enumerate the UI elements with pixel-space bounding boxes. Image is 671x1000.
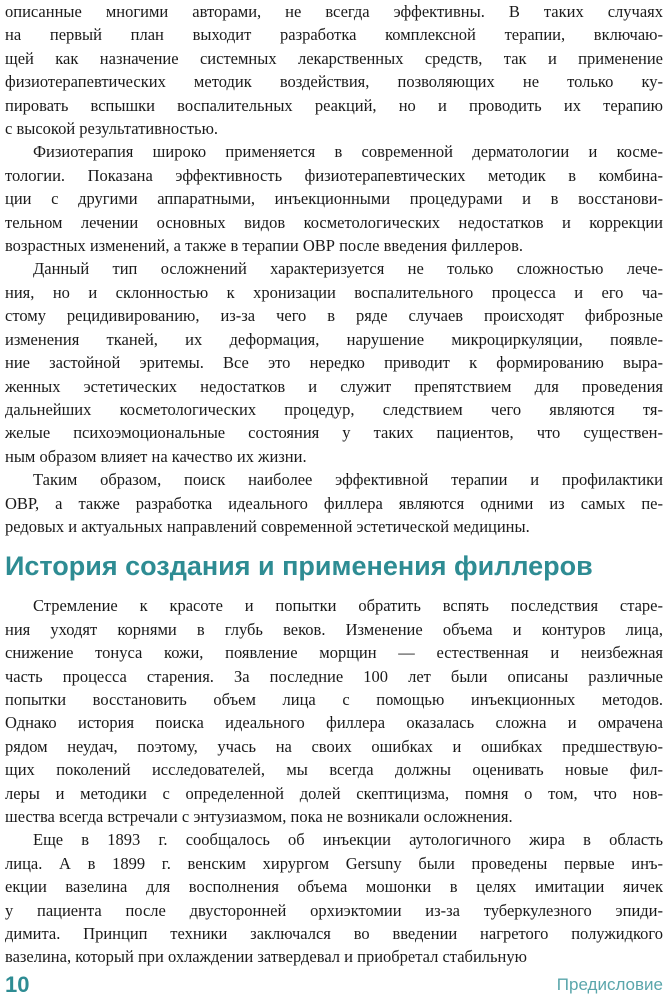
text-line: попытки восстановить объем лица с помощью инъекционных методов. [5,689,663,709]
paragraph [5,257,663,468]
paragraph [5,828,663,968]
text-line: Данный тип осложнений характеризуется не только сложностью лече- [33,259,663,279]
text-line: шества всегда встречали с энтузиазмом, пока не возникали осложнения. [5,807,513,826]
text-line: ОВР, а также разработка идеального филлера являются одними из самых пе- [5,493,663,513]
page-footer [5,972,663,1000]
paragraph [5,140,663,257]
text-line: лица. А в 1899 г. венским хирургом Gersuny были проведены первые инъ- [5,853,663,873]
text-line: физиотерапевтических методик воздействия, позволяющих не только ку- [5,72,663,92]
text-line: у пациента после двусторонней орхиэктомии из-за туберкулезного эпиди- [5,900,663,920]
text-line: ным образом влияет на качество их жизни. [5,446,307,466]
text-line: вазелина, который при охлаждении затвердевал и приобретал стабильную [5,947,527,967]
text-line: редовых и актуальных направлений современной эстетической медицины. [5,516,530,536]
text-line: димита. Принцип техники заключался во введении нагретого полужидкого [5,924,663,944]
text-line: на первый план выходит разработка комплексной терапии, включаю- [5,25,663,45]
text-line: леры и методики с определенной долей скептицизма, помня о том, что нов- [5,783,663,803]
history-section [5,594,663,969]
text-line: екции вазелина для восполнения объема мошонки в целях имитации яичек [5,877,663,897]
text-line: Еще в 1893 г. сообщалось об инъекции аутологичного жира в область [33,830,663,850]
text-line: рядом неудач, поэтому, учась на своих ошибках и ошибках предшествую- [5,736,663,756]
text-line: описанные многими авторами, не всегда эффективны. В таких случаях [5,2,663,21]
running-title: Предисловие [556,975,663,994]
text-line: женных эстетических недостатков и служит препятствием для проведения [5,376,663,396]
document-page [5,0,663,1000]
text-line: ции с другими аппаратными, инъекционными процедурами и в восстанови- [5,189,663,209]
text-line: возрастных изменений, а также в терапии ОВР после введения филлеров. [5,236,524,256]
intro-section [5,0,663,538]
page-number: 10 [5,972,30,997]
text-line: желые психоэмоциональные состояния у таких пациентов, что существен- [5,423,663,443]
text-line: тологии. Показана эффективность физиотерапевтических методик в комбина- [5,165,663,185]
text-line: Однако история поиска идеального филлера оказалась сложна и омрачена [5,713,663,733]
text-line: стому рецидивированию, из-за чего в ряде случаев происходят фиброзные [5,306,663,326]
text-line: ния, но и склонностью к хронизации воспалительного процесса и его ча- [5,282,663,302]
text-line: Таким образом, поиск наиболее эффективной терапии и профилактики [33,470,663,490]
text-line: Стремление к красоте и попытки обратить вспять последствия старе- [33,596,663,616]
paragraph [5,594,663,828]
text-line: тельном лечении основных видов косметологических недостатков и коррекции [5,212,663,232]
paragraph [5,468,663,538]
text-line: Физиотерапия широко применяется в современной дерматологии и космe- [33,142,663,162]
text-line: с высокой результативностью. [5,119,219,139]
text-line: снижение тонуса кожи, появление морщин — естественная и неизбежная [5,643,663,663]
paragraph [5,0,663,140]
text-line: ние застойной эритемы. Все это нередко приводит к формированию выра- [5,353,663,373]
text-line: изменения тканей, их деформация, нарушение микроциркуляции, появле- [5,329,663,349]
text-line: щей как назначение системных лекарственных средств, так и применение [5,48,663,68]
text-line: часть процесса старения. За последние 100 лет были описаны различные [5,666,663,686]
text-line: дальнейших косметологических процедур, следствием чего являются тя- [5,399,663,419]
text-line: пировать вспышки воспалительных реакций, но и проводить их терапию [5,95,663,115]
text-line: ния уходят корнями в глубь веков. Изменение объема и контуров лица, [5,619,663,639]
text-line: щих поколений исследователей, мы всегда должны оценивать новые фил- [5,760,663,780]
section-heading: История создания и применения филлеров [5,551,593,582]
